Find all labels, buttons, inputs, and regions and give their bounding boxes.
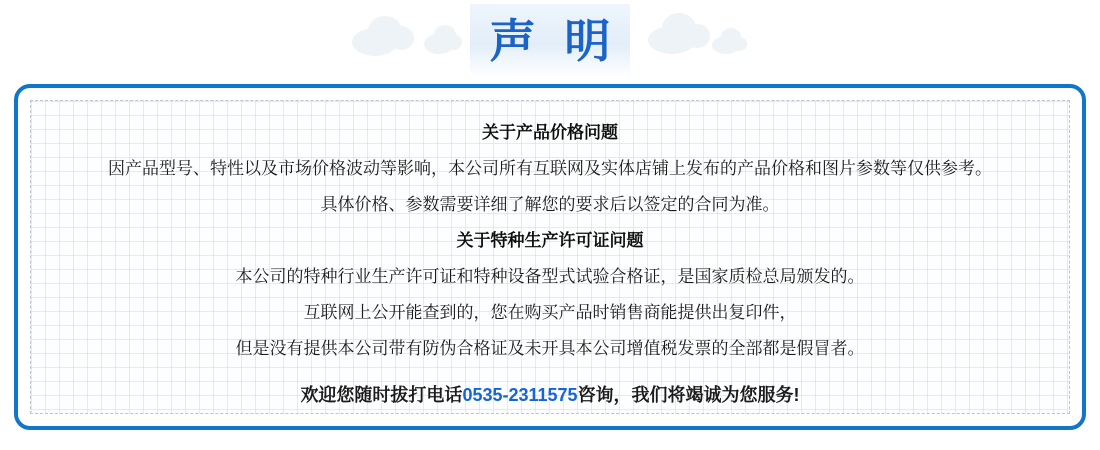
cloud-icon — [424, 34, 454, 54]
section-license-line-1: 本公司的特种行业生产许可证和特种设备型式试验合格证，是国家质检总局颁发的。 — [235, 267, 865, 286]
contact-prefix: 欢迎您随时拔打电话 — [300, 385, 463, 405]
cloud-icon — [648, 26, 696, 54]
cloud-icon — [352, 28, 398, 56]
section-license-line-3: 但是没有提供本公司带有防伪合格证及未开具本公司增值税发票的全部都是假冒者。 — [235, 339, 865, 358]
page-title: 声 明 — [489, 15, 619, 67]
contact-line — [31, 377, 1069, 413]
contact-suffix: 咨询，我们将竭诚为您服务! — [577, 385, 800, 405]
section-license-line-2: 互联网上公开能查到的，您在购买产品时销售商能提供出复印件， — [303, 303, 797, 322]
section-heading-price: 关于产品价格问题 — [482, 123, 618, 142]
title-area — [0, 0, 1100, 86]
declaration-panel — [30, 100, 1070, 414]
section-heading-license: 关于特种生产许可证问题 — [456, 231, 644, 250]
section-price-line-2: 具体价格、参数需要详细了解您的要求后以签定的合同为准。 — [320, 195, 780, 214]
contact-phone-number[interactable]: 0535-2311575 — [462, 385, 578, 405]
cloud-icon — [712, 36, 740, 54]
content-frame — [14, 84, 1086, 430]
section-price-line-1: 因产品型号、特性以及市场价格波动等影响，本公司所有互联网及实体店铺上发布的产品价格和图片参数等仅供参考。 — [108, 159, 992, 178]
